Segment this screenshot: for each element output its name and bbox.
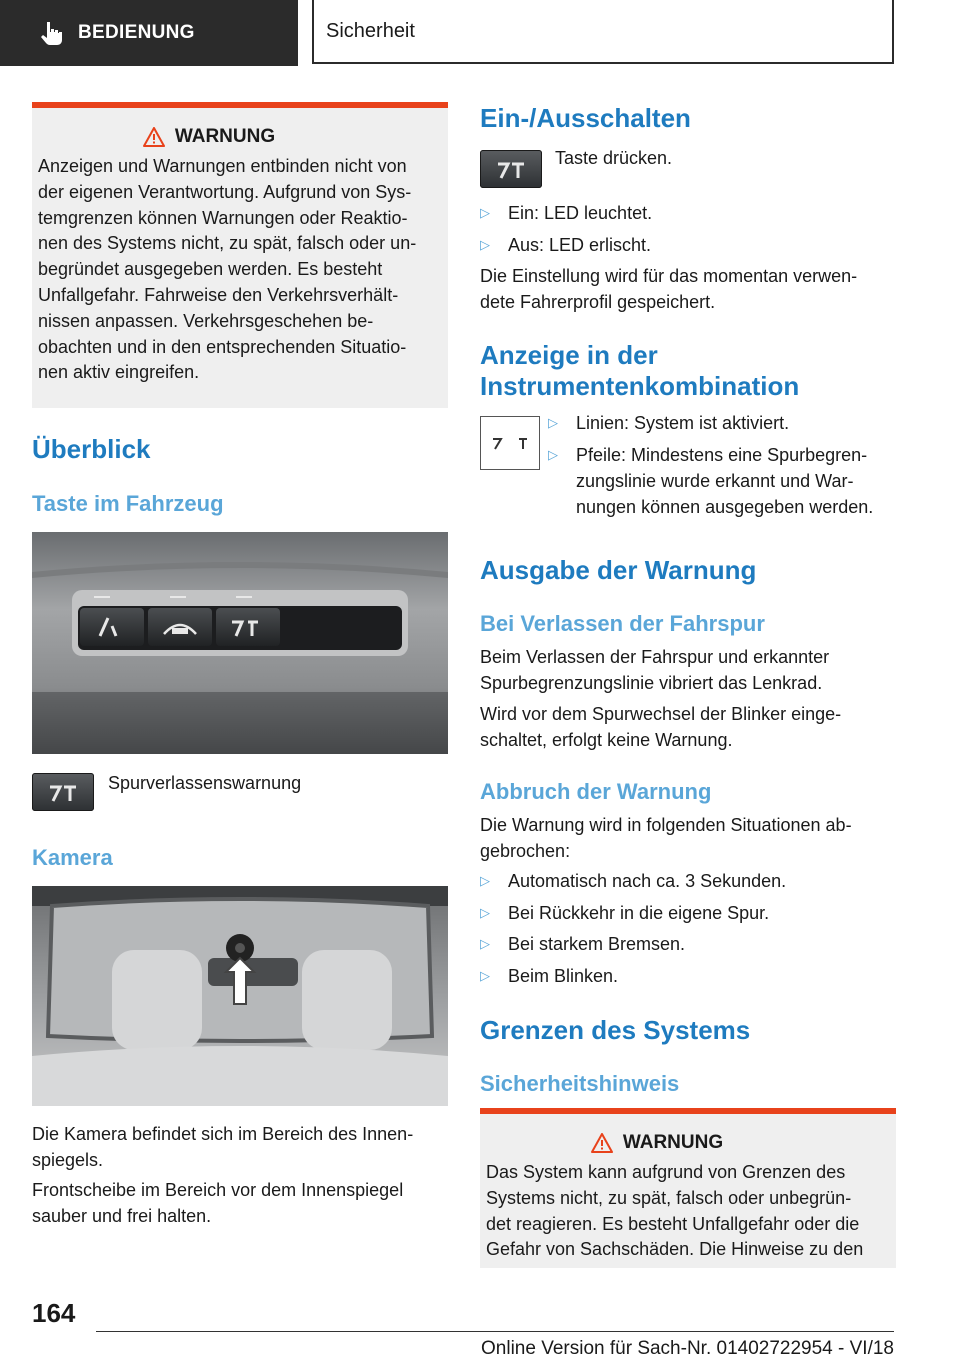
cancel-list: [480, 868, 896, 994]
heading-system-limits: Grenzen des Systems: [480, 1015, 751, 1045]
cancel-text: Die Warnung wird in folgenden Situationen ab- gebrochen:: [480, 815, 852, 861]
lane-departure-button-icon: [32, 773, 94, 811]
camera-text-clean: Frontscheibe im Bereich vor dem Innenspiegel sauber und frei halten.: [32, 1180, 404, 1226]
warning-box-bottom: [480, 1108, 896, 1268]
triangle-bullet-icon: ▷: [480, 873, 490, 888]
heading-display: Anzeige in der Instrumentenkombination: [480, 340, 800, 401]
list-item: ▷ Ein: LED leuchtet.: [480, 200, 896, 226]
list-item: ▷ Bei Rückkehr in die eigene Spur.: [480, 900, 896, 926]
heading-safety-note: Sicherheitshinweis: [480, 1071, 680, 1096]
list-item: ▷ Beim Blinken.: [480, 963, 896, 989]
camera-text: Die Kamera befindet sich im Bereich des Innen- spiegels.: [32, 1124, 414, 1170]
warning-title: WARNUNG: [174, 126, 276, 147]
display-icon: [480, 416, 540, 470]
heading-button-in-vehicle: Taste im Fahrzeug: [32, 491, 224, 516]
triangle-bullet-icon: ▷: [548, 446, 558, 462]
triangle-bullet-icon: ▷: [480, 936, 490, 951]
page-number: 164: [32, 1298, 76, 1328]
triangle-bullet-icon: ▷: [480, 904, 490, 920]
footer-divider: [96, 1331, 894, 1332]
hand-pointer-icon: [38, 19, 66, 47]
lane-departure-icon: [480, 150, 542, 188]
on-off-button-icon: [480, 150, 542, 188]
heading-overview: Überblick: [32, 434, 151, 464]
list-item: ▷ Automatisch nach ca. 3 Sekunden.: [480, 868, 896, 894]
triangle-bullet-icon: ▷: [480, 205, 490, 220]
warning-triangle-icon: [143, 127, 165, 147]
chapter-tab[interactable]: [0, 0, 298, 66]
chapter-label: BEDIENUNG: [78, 22, 195, 43]
heading-camera: Kamera: [32, 845, 113, 870]
camera-photo: [32, 886, 448, 1106]
online-version-text: Online Version für Sach-Nr. 01402722954 - VI/18: [481, 1338, 894, 1359]
triangle-bullet-icon: ▷: [480, 236, 490, 252]
on-off-note: Die Einstellung wird für das momentan verwen- dete Fahrerprofil gespeichert.: [480, 266, 858, 312]
button-panel-photo: [32, 532, 448, 754]
list-item: ▷ Pfeile: Mindestens eine Spurbegren- zungslinie wurde erkannt und War- nungen können ausgegeben werden.: [548, 442, 898, 520]
lane-departure-icon: [32, 773, 94, 811]
list-item: ▷ Aus: LED erlischt.: [480, 232, 896, 258]
heading-on-off: Ein-/Ausschalten: [480, 103, 691, 133]
on-off-caption: Taste drücken.: [555, 148, 673, 168]
list-item: ▷ Linien: System ist aktiviert.: [548, 410, 898, 436]
warning-title: WARNUNG: [622, 1132, 724, 1153]
warning-text: Anzeigen und Warnungen entbinden nicht von der eigenen Verantwortung. Aufgrund von Sys- temgrenzen können Warnungen oder Reaktio- nen des Systems nicht, zu spät, falsch oder un- begründet ausgegeben werden. Es besteht Unfallgefahr. Fahrweise den Verkehrsverhält- nissen anpassen. Verkehrsgeschehen be- obachten und in den entsprechenden Situatio- nen aktiv eingreifen.: [38, 156, 417, 383]
leaving-text-2: Wird vor dem Spurwechsel der Blinker einge- schaltet, erfolgt keine Warnung.: [480, 704, 842, 750]
warning-text: Das System kann aufgrund von Grenzen des Systems nicht, zu spät, falsch oder unbegrün- det reagieren. Es besteht Unfallgefahr oder die Gefahr von Sachschäden. Die Hinweise zu den: [486, 1162, 864, 1260]
warning-triangle-icon: [591, 1133, 613, 1153]
triangle-bullet-icon: ▷: [480, 967, 490, 983]
button-panel-illustration: [32, 532, 448, 754]
lane-lines-icon: [481, 417, 539, 469]
heading-cancel-warning: Abbruch der Warnung: [480, 779, 712, 804]
camera-illustration: [32, 886, 448, 1106]
heading-output: Ausgabe der Warnung: [480, 555, 757, 585]
button-caption: Spurverlassenswarnung: [108, 773, 302, 793]
on-off-list: [480, 200, 896, 263]
leaving-text: Beim Verlassen der Fahrspur und erkannter Spurbegrenzungslinie vibriert das Lenkrad.: [480, 647, 830, 693]
list-item: ▷ Bei starkem Bremsen.: [480, 931, 896, 957]
warning-box-top: [32, 102, 448, 408]
section-title: Sicherheit: [312, 0, 894, 64]
heading-leaving-lane: Bei Verlassen der Fahrspur: [480, 611, 765, 636]
triangle-bullet-icon: ▷: [548, 415, 558, 430]
display-list: [548, 410, 898, 525]
